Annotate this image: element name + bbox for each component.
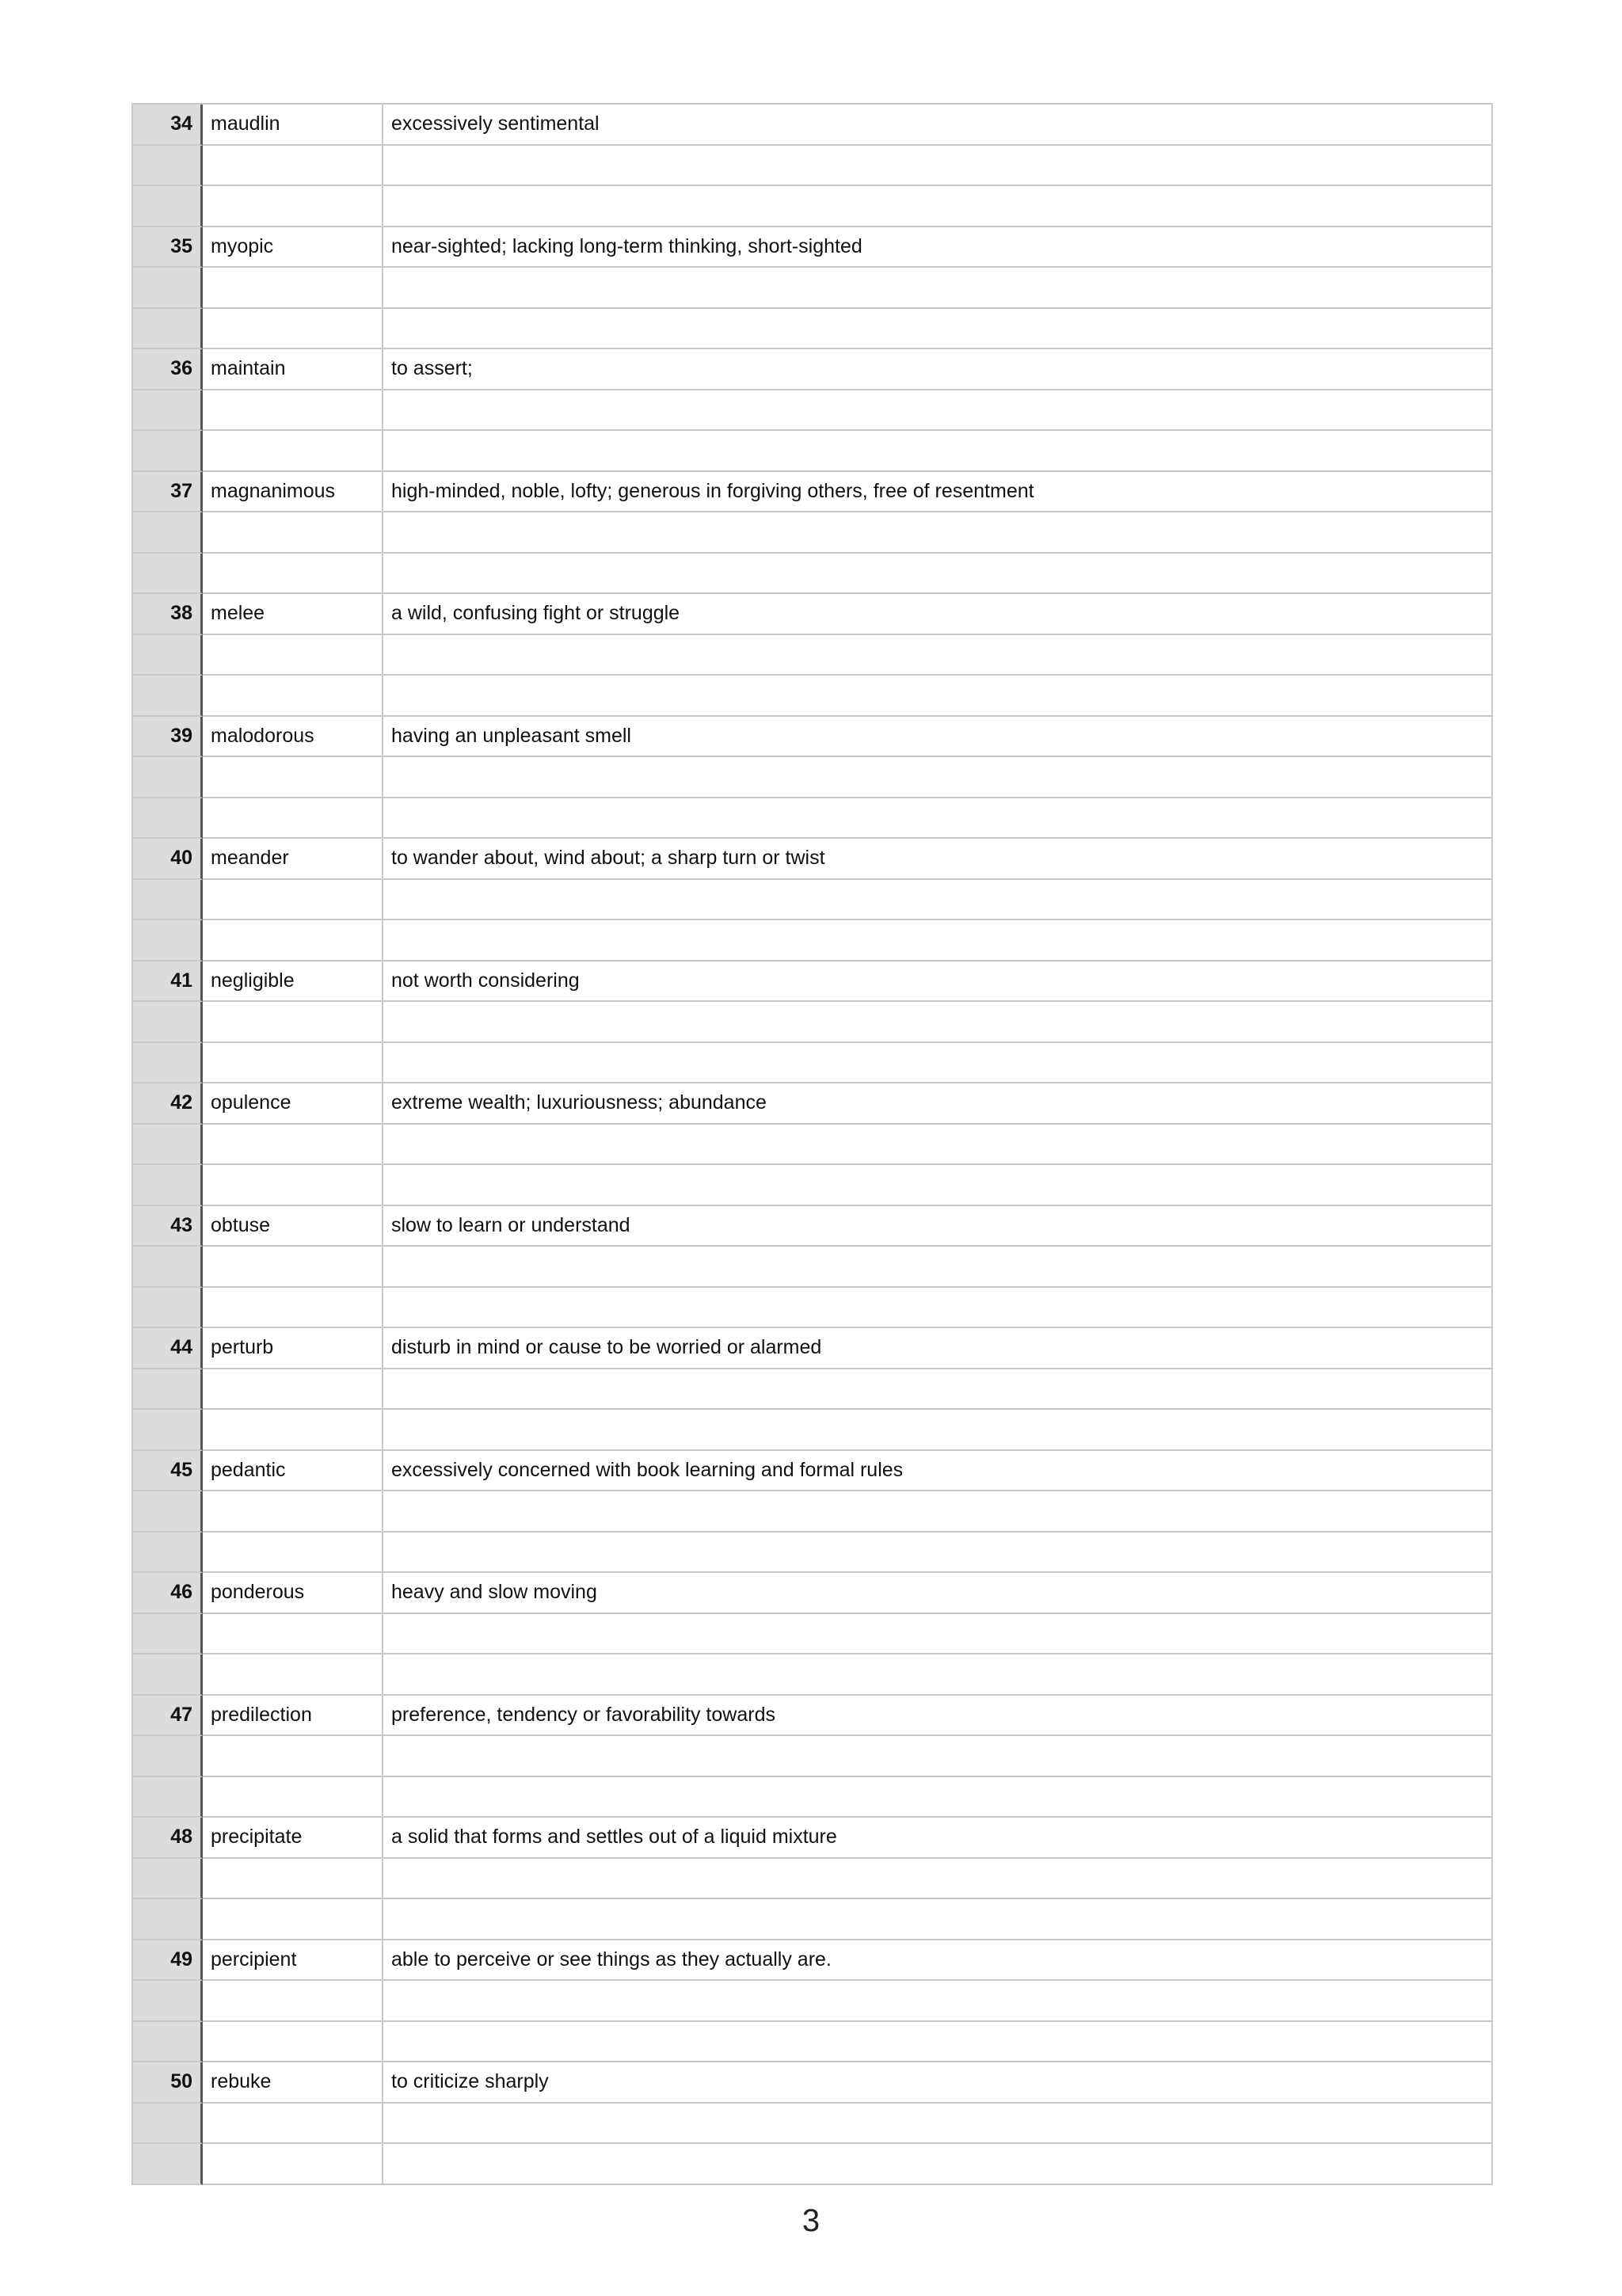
word-blank bbox=[203, 920, 383, 961]
definition-blank bbox=[383, 2022, 1491, 2063]
row-number-blank bbox=[131, 1859, 203, 1900]
word-blank bbox=[203, 1288, 383, 1329]
definition-blank bbox=[383, 880, 1491, 921]
definition-blank bbox=[383, 186, 1491, 227]
table-row bbox=[131, 1940, 1491, 1982]
word-blank bbox=[203, 431, 383, 472]
word-blank bbox=[203, 1777, 383, 1818]
row-number: 49 bbox=[131, 1940, 203, 1982]
vocab-word: pedantic bbox=[203, 1451, 383, 1492]
row-number-blank bbox=[131, 635, 203, 676]
definition-blank bbox=[383, 1369, 1491, 1411]
row-number: 45 bbox=[131, 1451, 203, 1492]
row-number-blank bbox=[131, 186, 203, 227]
word-blank bbox=[203, 1165, 383, 1206]
row-number-blank bbox=[131, 1736, 203, 1777]
word-blank bbox=[203, 635, 383, 676]
row-number-blank bbox=[131, 146, 203, 187]
row-number-blank bbox=[131, 2022, 203, 2063]
row-number: 42 bbox=[131, 1083, 203, 1125]
definition-blank bbox=[383, 1654, 1491, 1696]
row-number: 36 bbox=[131, 349, 203, 390]
blank-row bbox=[131, 635, 1491, 676]
definition-blank bbox=[383, 1288, 1491, 1329]
definition-blank bbox=[383, 757, 1491, 798]
blank-row bbox=[131, 1654, 1491, 1696]
table-row bbox=[131, 472, 1491, 513]
blank-row bbox=[131, 1410, 1491, 1451]
row-number-blank bbox=[131, 1533, 203, 1574]
table-row bbox=[131, 1818, 1491, 1859]
row-number-blank bbox=[131, 1410, 203, 1451]
definition-blank bbox=[383, 1777, 1491, 1818]
blank-row bbox=[131, 390, 1491, 432]
blank-row bbox=[131, 1777, 1491, 1818]
blank-row bbox=[131, 1288, 1491, 1329]
word-blank bbox=[203, 1002, 383, 1043]
vocab-word: opulence bbox=[203, 1083, 383, 1125]
vocab-definition: able to perceive or see things as they actually are. bbox=[383, 1940, 1491, 1982]
word-blank bbox=[203, 146, 383, 187]
vocab-definition: to assert; bbox=[383, 349, 1491, 390]
word-blank bbox=[203, 1533, 383, 1574]
table-row bbox=[131, 839, 1491, 880]
vocab-word: perturb bbox=[203, 1328, 383, 1369]
blank-row bbox=[131, 1981, 1491, 2022]
table-row bbox=[131, 1083, 1491, 1125]
blank-row bbox=[131, 512, 1491, 554]
word-blank bbox=[203, 2104, 383, 2145]
word-blank bbox=[203, 309, 383, 350]
word-blank bbox=[203, 1859, 383, 1900]
row-number-blank bbox=[131, 512, 203, 554]
table-row bbox=[131, 2062, 1491, 2104]
definition-blank bbox=[383, 268, 1491, 309]
word-blank bbox=[203, 1899, 383, 1940]
table-row bbox=[131, 1328, 1491, 1369]
word-blank bbox=[203, 880, 383, 921]
blank-row bbox=[131, 1247, 1491, 1288]
blank-row bbox=[131, 2022, 1491, 2063]
definition-blank bbox=[383, 309, 1491, 350]
row-number-blank bbox=[131, 1002, 203, 1043]
row-number-blank bbox=[131, 880, 203, 921]
row-number-blank bbox=[131, 268, 203, 309]
vocab-definition: near-sighted; lacking long-term thinking, short-sighted bbox=[383, 227, 1491, 268]
row-number-blank bbox=[131, 1899, 203, 1940]
row-number: 41 bbox=[131, 961, 203, 1003]
row-number-blank bbox=[131, 309, 203, 350]
word-blank bbox=[203, 1410, 383, 1451]
vocab-word: ponderous bbox=[203, 1573, 383, 1614]
row-number-blank bbox=[131, 798, 203, 840]
row-number-blank bbox=[131, 554, 203, 595]
vocab-definition: a solid that forms and settles out of a liquid mixture bbox=[383, 1818, 1491, 1859]
table-row bbox=[131, 1206, 1491, 1247]
row-number-blank bbox=[131, 920, 203, 961]
table-row bbox=[131, 717, 1491, 758]
row-number-blank bbox=[131, 1981, 203, 2022]
table-row bbox=[131, 349, 1491, 390]
definition-blank bbox=[383, 1002, 1491, 1043]
row-number-blank bbox=[131, 1247, 203, 1288]
vocab-definition: to wander about, wind about; a sharp turn or twist bbox=[383, 839, 1491, 880]
blank-row bbox=[131, 268, 1491, 309]
table-row bbox=[131, 1451, 1491, 1492]
word-blank bbox=[203, 757, 383, 798]
word-blank bbox=[203, 268, 383, 309]
vocab-definition: high-minded, noble, lofty; generous in forgiving others, free of resentment bbox=[383, 472, 1491, 513]
word-blank bbox=[203, 390, 383, 432]
blank-row bbox=[131, 146, 1491, 187]
row-number-blank bbox=[131, 1165, 203, 1206]
blank-row bbox=[131, 309, 1491, 350]
table-row bbox=[131, 1696, 1491, 1737]
vocab-word: melee bbox=[203, 594, 383, 635]
blank-row bbox=[131, 676, 1491, 717]
table-row bbox=[131, 105, 1491, 146]
row-number-blank bbox=[131, 390, 203, 432]
vocab-word: negligible bbox=[203, 961, 383, 1003]
vocabulary-table bbox=[131, 103, 1493, 2185]
row-number-blank bbox=[131, 1777, 203, 1818]
blank-row bbox=[131, 186, 1491, 227]
row-number-blank bbox=[131, 1491, 203, 1533]
definition-blank bbox=[383, 635, 1491, 676]
word-blank bbox=[203, 1491, 383, 1533]
definition-blank bbox=[383, 1410, 1491, 1451]
vocab-definition: extreme wealth; luxuriousness; abundance bbox=[383, 1083, 1491, 1125]
definition-blank bbox=[383, 1125, 1491, 1166]
word-blank bbox=[203, 676, 383, 717]
word-blank bbox=[203, 2022, 383, 2063]
row-number-blank bbox=[131, 1043, 203, 1084]
row-number: 40 bbox=[131, 839, 203, 880]
definition-blank bbox=[383, 1859, 1491, 1900]
vocab-word: obtuse bbox=[203, 1206, 383, 1247]
definition-blank bbox=[383, 676, 1491, 717]
definition-blank bbox=[383, 1247, 1491, 1288]
vocab-word: meander bbox=[203, 839, 383, 880]
row-number: 39 bbox=[131, 717, 203, 758]
vocab-word: precipitate bbox=[203, 1818, 383, 1859]
row-number: 35 bbox=[131, 227, 203, 268]
vocab-definition: excessively sentimental bbox=[383, 105, 1491, 146]
blank-row bbox=[131, 1165, 1491, 1206]
word-blank bbox=[203, 1654, 383, 1696]
vocab-definition: to criticize sharply bbox=[383, 2062, 1491, 2104]
definition-blank bbox=[383, 1043, 1491, 1084]
vocab-definition: disturb in mind or cause to be worried or alarmed bbox=[383, 1328, 1491, 1369]
blank-row bbox=[131, 1002, 1491, 1043]
blank-row bbox=[131, 1859, 1491, 1900]
blank-row bbox=[131, 1125, 1491, 1166]
page-number: 3 bbox=[801, 2203, 821, 2238]
blank-row bbox=[131, 2144, 1491, 2185]
word-blank bbox=[203, 1369, 383, 1411]
row-number: 43 bbox=[131, 1206, 203, 1247]
row-number-blank bbox=[131, 1369, 203, 1411]
row-number: 46 bbox=[131, 1573, 203, 1614]
row-number-blank bbox=[131, 676, 203, 717]
definition-blank bbox=[383, 390, 1491, 432]
table-row bbox=[131, 594, 1491, 635]
blank-row bbox=[131, 798, 1491, 840]
definition-blank bbox=[383, 2144, 1491, 2185]
vocab-definition: a wild, confusing fight or struggle bbox=[383, 594, 1491, 635]
table-row bbox=[131, 961, 1491, 1003]
word-blank bbox=[203, 2144, 383, 2185]
blank-row bbox=[131, 1533, 1491, 1574]
definition-blank bbox=[383, 1614, 1491, 1655]
vocab-definition: preference, tendency or favorability towards bbox=[383, 1696, 1491, 1737]
blank-row bbox=[131, 554, 1491, 595]
row-number-blank bbox=[131, 1288, 203, 1329]
blank-row bbox=[131, 1043, 1491, 1084]
definition-blank bbox=[383, 1899, 1491, 1940]
row-number-blank bbox=[131, 2104, 203, 2145]
definition-blank bbox=[383, 798, 1491, 840]
row-number: 37 bbox=[131, 472, 203, 513]
vocab-definition: not worth considering bbox=[383, 961, 1491, 1003]
blank-row bbox=[131, 1614, 1491, 1655]
table-row bbox=[131, 1573, 1491, 1614]
row-number-blank bbox=[131, 1614, 203, 1655]
blank-row bbox=[131, 880, 1491, 921]
row-number-blank bbox=[131, 1654, 203, 1696]
word-blank bbox=[203, 554, 383, 595]
row-number-blank bbox=[131, 757, 203, 798]
definition-blank bbox=[383, 431, 1491, 472]
row-number: 44 bbox=[131, 1328, 203, 1369]
vocab-word: rebuke bbox=[203, 2062, 383, 2104]
row-number: 34 bbox=[131, 105, 203, 146]
word-blank bbox=[203, 186, 383, 227]
definition-blank bbox=[383, 1491, 1491, 1533]
row-number: 48 bbox=[131, 1818, 203, 1859]
row-number-blank bbox=[131, 2144, 203, 2185]
blank-row bbox=[131, 2104, 1491, 2145]
row-number: 38 bbox=[131, 594, 203, 635]
vocab-definition: slow to learn or understand bbox=[383, 1206, 1491, 1247]
blank-row bbox=[131, 1369, 1491, 1411]
definition-blank bbox=[383, 512, 1491, 554]
word-blank bbox=[203, 1614, 383, 1655]
blank-row bbox=[131, 1736, 1491, 1777]
vocab-definition: having an unpleasant smell bbox=[383, 717, 1491, 758]
word-blank bbox=[203, 512, 383, 554]
definition-blank bbox=[383, 1736, 1491, 1777]
vocab-definition: heavy and slow moving bbox=[383, 1573, 1491, 1614]
blank-row bbox=[131, 1491, 1491, 1533]
blank-row bbox=[131, 1899, 1491, 1940]
word-blank bbox=[203, 1125, 383, 1166]
definition-blank bbox=[383, 146, 1491, 187]
row-number-blank bbox=[131, 431, 203, 472]
blank-row bbox=[131, 757, 1491, 798]
word-blank bbox=[203, 1043, 383, 1084]
row-number: 47 bbox=[131, 1696, 203, 1737]
vocab-word: predilection bbox=[203, 1696, 383, 1737]
word-blank bbox=[203, 1247, 383, 1288]
definition-blank bbox=[383, 920, 1491, 961]
vocab-word: malodorous bbox=[203, 717, 383, 758]
vocab-definition: excessively concerned with book learning and formal rules bbox=[383, 1451, 1491, 1492]
vocab-word: maintain bbox=[203, 349, 383, 390]
definition-blank bbox=[383, 2104, 1491, 2145]
vocab-word: maudlin bbox=[203, 105, 383, 146]
word-blank bbox=[203, 1981, 383, 2022]
vocab-word: percipient bbox=[203, 1940, 383, 1982]
table-row bbox=[131, 227, 1491, 268]
definition-blank bbox=[383, 554, 1491, 595]
blank-row bbox=[131, 431, 1491, 472]
vocab-word: myopic bbox=[203, 227, 383, 268]
row-number-blank bbox=[131, 1125, 203, 1166]
definition-blank bbox=[383, 1165, 1491, 1206]
word-blank bbox=[203, 798, 383, 840]
row-number: 50 bbox=[131, 2062, 203, 2104]
definition-blank bbox=[383, 1981, 1491, 2022]
vocab-word: magnanimous bbox=[203, 472, 383, 513]
blank-row bbox=[131, 920, 1491, 961]
word-blank bbox=[203, 1736, 383, 1777]
definition-blank bbox=[383, 1533, 1491, 1574]
